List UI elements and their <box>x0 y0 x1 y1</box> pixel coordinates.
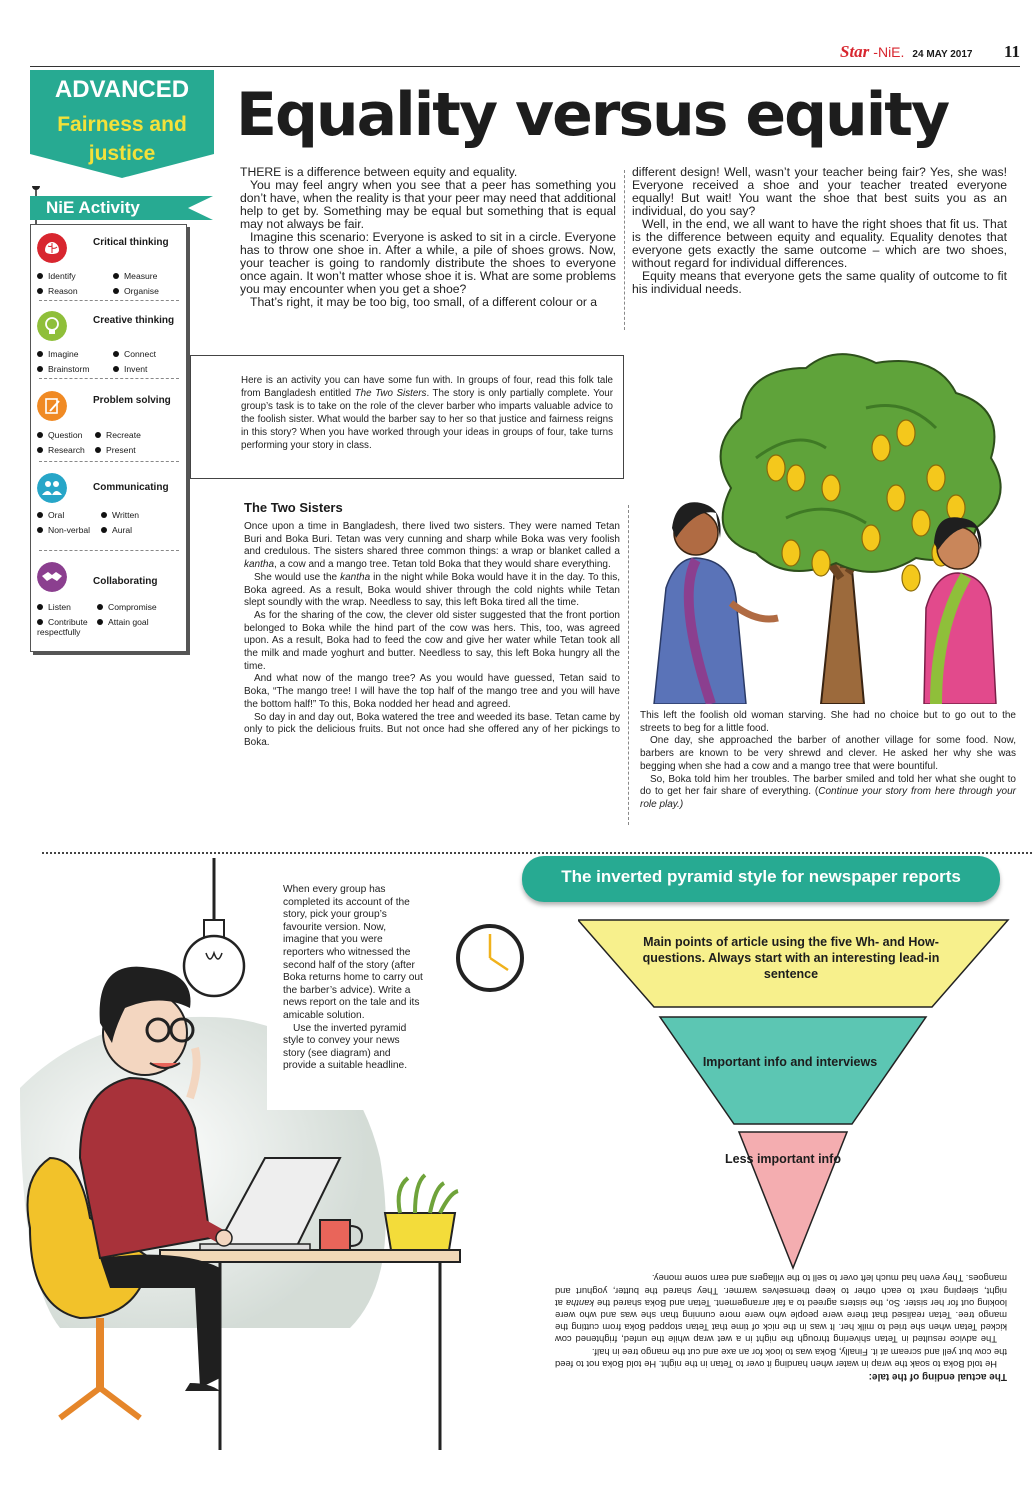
skill-item: Present <box>95 445 136 455</box>
text: at night, sleeping next to each other to keep themselves warmer. They shared the butter, yoghurt and mangoes. They even had much left over to sell to the villagers and earn some money. <box>555 1273 1007 1309</box>
skill-name: Collaborating <box>93 576 158 587</box>
paragraph: different design! Well, wasn’t your teacher being fair? Yes, she was! Everyone received a shoe and your teacher treated everyone equally! But wait! You want the shoe that best suits you as an individual, do you say? <box>632 165 1007 218</box>
text: . The story is only partially complete. Your group’s task is to take on the role of the clever barber who imparts valuable advice to the foolish sister. What would the barber say to her so that justice and fairness reigns in this story? When you have worked through your ideas in groups of four, take turns performing your story in class. <box>241 388 614 451</box>
skill-name: Communicating <box>93 482 169 493</box>
divider <box>39 378 179 379</box>
masthead <box>840 42 1020 64</box>
paragraph <box>640 774 1016 812</box>
column-divider <box>628 505 629 825</box>
italic-word: kantha <box>565 1297 595 1309</box>
divider <box>39 461 179 462</box>
brand-logo: Star <box>840 42 870 61</box>
level-theme: Fairness and justice <box>57 113 187 165</box>
skill-item: Research <box>37 445 85 455</box>
text: The advice resulted in Tetan shivering through the night in a wet wrap while the unfed, frightened cow kicked Tetan when she tried to milk her. It was in the nick of time that Tetan stopped Boka from cutting the mango tree. Tetan realised that there were people who were more cunning than she was and who were looking out for her sister. So, the sisters agreed to a fair arrangement. Tetan and Boka shared the <box>555 1297 1007 1346</box>
intro-column-2 <box>632 166 1007 296</box>
paragraph <box>244 572 620 610</box>
story-text <box>640 710 1016 812</box>
skill-item: Connect <box>113 349 156 359</box>
skill-item: Listen <box>37 602 71 612</box>
paragraph <box>555 1272 1007 1345</box>
story-text <box>244 521 620 750</box>
skill-item: Recreate <box>95 430 141 440</box>
pyramid-label-3: Less important info <box>725 1152 841 1166</box>
ending-title: The actual ending of the tale: <box>868 1370 1007 1382</box>
skill-item: Aural <box>101 525 132 535</box>
paragraph: That’s right, it may be too big, too small, of a different colour or a <box>250 295 598 309</box>
text: So, Boka told him her troubles. The barber smiled and told her what she ought to do to get her fair share of everything. ( <box>640 773 1016 798</box>
lightbulb-icon <box>37 311 67 341</box>
activity-title: NiE Activity <box>46 198 140 217</box>
skill-item: Reason <box>37 286 78 296</box>
story-continued <box>640 710 1016 812</box>
paragraph: So day in and day out, Boka watered the tree and weeded its base. Tetan came by only to pick the delicious fruits. But not once had she offered any of her pickings to Boka. <box>244 711 620 748</box>
divider <box>39 550 179 551</box>
brain-icon <box>37 233 67 263</box>
italic-word: kantha <box>244 559 275 571</box>
skills-panel <box>30 224 187 652</box>
skill-item: Imagine <box>37 349 79 359</box>
activity-instructions-box <box>190 355 624 479</box>
skill-item: Attain goal <box>97 617 149 627</box>
top-rule <box>30 66 1020 67</box>
paragraph: And what now of the mango tree? As you would have guessed, Tetan said to Boka, “The mango tree! I will have the top half of the mango tree and you will have the bottom half!” To this, Boka nodded her head and agreed. <box>244 673 620 710</box>
paragraph: Use the inverted pyramid style to convey your news story (see diagram) and provide a suitable headline. <box>283 1022 408 1072</box>
pencil-paper-icon <box>37 391 67 421</box>
intro-column-1 <box>240 166 616 309</box>
skill-name: Creative thinking <box>93 315 175 326</box>
skill-item: Identify <box>37 271 76 281</box>
pyramid-title: The inverted pyramid style for newspaper reports <box>522 856 1000 902</box>
skill-item: Written <box>101 510 139 520</box>
handshake-icon <box>37 562 67 592</box>
skill-item: Non-verbal <box>37 525 90 535</box>
skill-item: Oral <box>37 510 64 520</box>
paragraph: Imagine this scenario: Everyone is asked to sit in a circle. Everyone has to throw one shoe in. After a while, a pile of shoes grows. Now, your teacher is going to randomly distribute the shoes to everyone once again. It won’t matter whose shoe it is. What are some problems you may encounter when you get a shoe? <box>240 230 616 296</box>
divider <box>39 300 179 301</box>
section-divider <box>42 852 1032 854</box>
pyramid-label-2: Important info and interviews <box>702 1055 878 1069</box>
paragraph: As for the sharing of the cow, the clever old sister suggested that the front portion belonged to Boka while the hind part of the cow was hers. This, too, was agreed upon. As a result, Boka had to feed the cow and give her water while Tetan took all the milk and made yoghurt and butter. Needless to say, this left Boka hungry all the time. <box>244 609 620 672</box>
story-title-ref: The Two Sisters <box>354 388 427 399</box>
issue-date: 24 MAY 2017 <box>912 49 973 60</box>
page-number: 11 <box>1003 42 1020 61</box>
italic-word: kantha <box>340 571 371 583</box>
activity-instructions <box>241 374 613 452</box>
news-report-task <box>267 878 435 1110</box>
text: Once upon a time in Bangladesh, there lived two sisters. They were named Tetan Buri and Boka Buri. Tetan was very cunning and sharp while Boka was very foolish and credulous. The sisters shared three common things: a wrap or blanket called a <box>244 521 620 558</box>
paragraph: You may feel angry when you see that a peer has something you don’t have, when the reality is that your peer may need that additional help to get by. Something may be equal but something that is equal may not always be fair. <box>240 178 616 231</box>
paragraph: This left the foolish old woman starving. She had no choice but to go out to the streets to beg for a little food. <box>640 710 1016 734</box>
skill-name: Critical thinking <box>93 237 169 248</box>
skill-item: Question <box>37 430 82 440</box>
skill-item: Measure <box>113 271 157 281</box>
people-icon <box>37 473 67 503</box>
task-text <box>283 884 423 1073</box>
skill-item: Invent <box>113 364 147 374</box>
actual-ending-upside-down <box>555 1272 1007 1382</box>
text: Here is an activity you can have some fun with. In groups of four, read this folk tale from Bangladesh entitled <box>241 375 613 399</box>
level-banner <box>30 70 214 178</box>
skill-name: Problem solving <box>93 395 171 406</box>
skill-item: Organise <box>113 286 159 296</box>
paragraph: Well, in the end, we all want to have the right shoes that fit us. That is the difference between equity and equality. Equality denotes that everyone gets exactly the same outcome – which are two shoes, without regard for individual differences. <box>632 217 1007 270</box>
paragraph: When every group has completed its account of the story, pick your group’s favourite version. Now, imagine that you were reporters who witnessed the second half of the story (after Boka returns home to carry out the barber’s advice). Write a news report on the tale and its amicable solution. <box>283 884 423 1021</box>
story-section <box>244 500 620 750</box>
text: She would use the <box>254 571 341 583</box>
paragraph: One day, she approached the barber of another village for some food. Now, barbers are known to be very shrewd and clever. He asked her why she was begging when she had a cow and a mango tree that were bountiful. <box>640 735 1016 772</box>
story-title: The Two Sisters <box>244 500 343 515</box>
column-divider <box>624 170 625 330</box>
pyramid-label-1: Main points of article using the five Wh- and How- questions. Always start with an interesting lead-in sentence <box>642 935 940 981</box>
text: in the night while Boka would have it in the day. To this, Boka agreed. As a result, Boka would shiver through the cold nights while Tetan slept soundly with the wrap. Needless to say, this left Boka tired all the time. <box>244 571 620 609</box>
skill-item: Compromise <box>97 602 157 612</box>
brand-suffix: -NiE. <box>873 44 905 60</box>
page-title: Equality versus equity <box>236 80 949 150</box>
paragraph: Equity means that everyone gets the same quality of outcome to fit his individual needs. <box>632 269 1007 296</box>
skill-item: Contribute respectfully <box>37 617 95 637</box>
skill-item: Brainstorm <box>37 364 90 374</box>
paragraph: THERE is a difference between equity and equality. <box>240 165 518 179</box>
italic-instruction: Continue your story from here through your role play.) <box>640 786 1016 810</box>
paragraph: He told Boka to soak the wrap in water when handing it over to Tetan in the night. He told Boka not to feed the cow but yell and scream at it. Finally, Boka was to look for an axe and cut the mango tree in half. <box>555 1346 1007 1370</box>
paragraph <box>244 521 620 572</box>
level-name: ADVANCED <box>54 76 190 103</box>
sisters-mango-tree-illustration <box>636 338 1026 704</box>
text: , a cow and a mango tree. Tetan told Boka that they would share everything. <box>274 559 611 571</box>
